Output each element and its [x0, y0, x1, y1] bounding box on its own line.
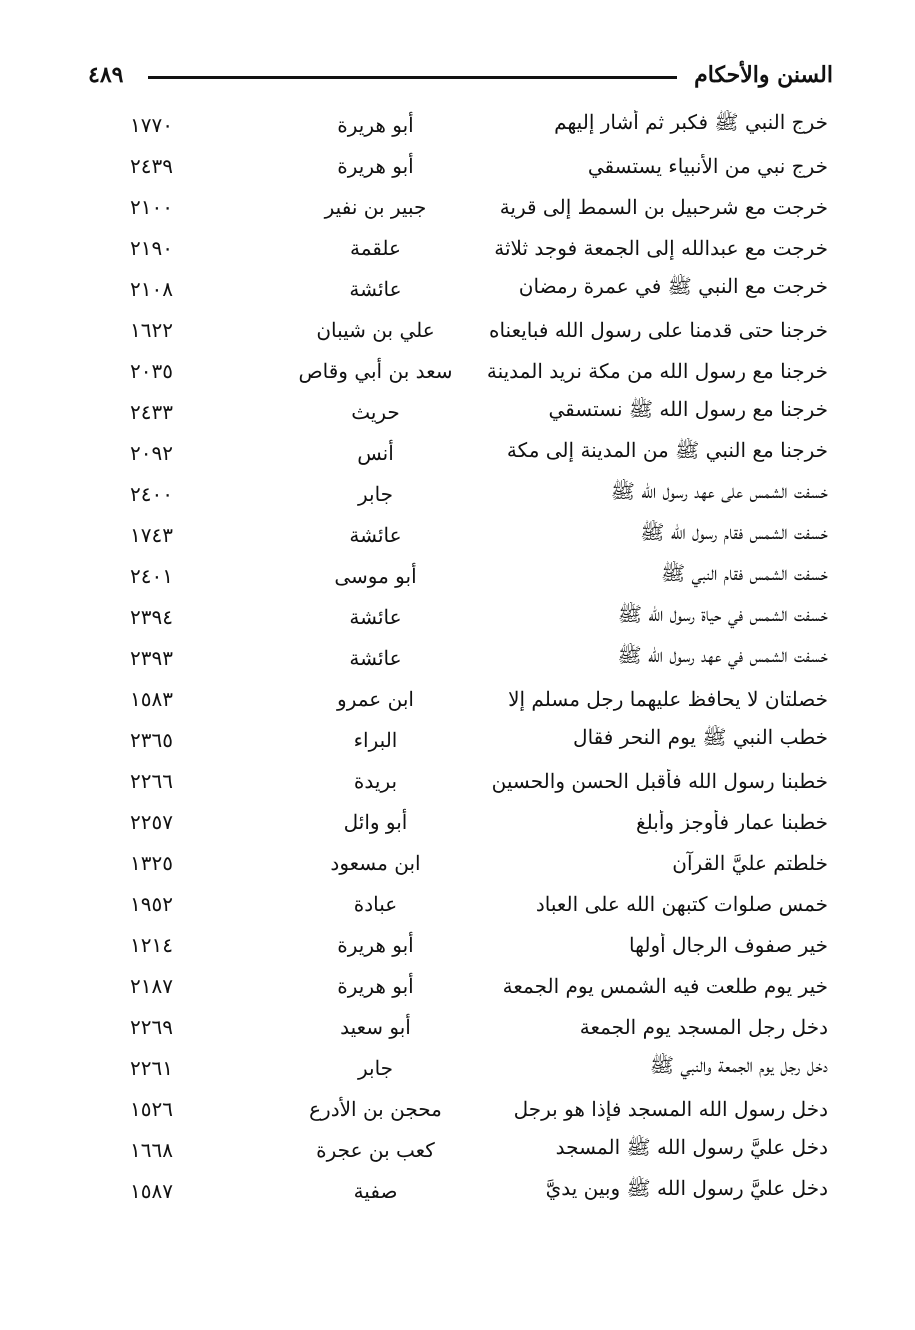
hadith-number: ٢٢٦٩: [130, 1014, 173, 1039]
hadith-number: ٢٣٩٤: [130, 604, 173, 629]
table-row: [118, 186, 828, 227]
hadith-number: ٢١٩٠: [130, 235, 173, 260]
hadith-number: ٢٢٥٧: [130, 809, 173, 834]
narrator-name: أبو هريرة: [337, 112, 414, 137]
hadith-number: ٢٤٣٩: [130, 153, 173, 178]
hadith-number: ٢٤٠١: [130, 563, 173, 588]
table-row: [118, 678, 828, 719]
narrator-name: أبو سعيد: [340, 1014, 411, 1039]
narrator-name: جابر: [357, 1055, 394, 1080]
hadith-number: ٢١٠٨: [130, 276, 173, 301]
narrator-name: عائشة: [349, 645, 402, 670]
hadith-text: خصلتان لا يحافظ عليهما رجل مسلم إلا: [508, 686, 828, 711]
table-row: [118, 596, 828, 637]
hadith-text: خطب النبي ﷺ يوم النحر فقال: [573, 725, 828, 749]
table-row: [118, 391, 828, 432]
narrator-name: عائشة: [349, 276, 402, 301]
hadith-text: خرجنا حتى قدمنا على رسول الله فبايعناه: [488, 317, 828, 342]
hadith-number: ٢٢٦٦: [130, 768, 173, 793]
hadith-number: ٢١٠٠: [130, 194, 173, 219]
table-row: [118, 350, 828, 391]
narrator-name: علي بن شيبان: [316, 317, 435, 342]
table-row: [118, 801, 828, 842]
narrator-name: أبو وائل: [343, 809, 408, 834]
hadith-text: خرجنا مع النبي ﷺ من المدينة إلى مكة: [506, 438, 828, 462]
hadith-text: خمس صلوات كتبهن الله على العباد: [535, 891, 828, 916]
narrator-name: أبو هريرة: [337, 932, 414, 957]
table-row: [118, 883, 828, 924]
narrator-name: حريث: [351, 399, 400, 424]
hadith-text: خرجت مع عبدالله إلى الجمعة فوجد ثلاثة: [494, 235, 828, 260]
table-row: [118, 514, 828, 555]
narrator-name: عائشة: [349, 604, 402, 629]
narrator-name: علقمة: [350, 235, 401, 260]
narrator-name: أبو هريرة: [337, 973, 414, 998]
hadith-number: ٢٢٦١: [130, 1055, 173, 1080]
hadith-number: ٢٣٩٣: [130, 645, 173, 670]
narrator-name: ابن مسعود: [330, 850, 421, 875]
narrator-name: جبير بن نفير: [324, 194, 427, 219]
narrator-name: كعب بن عجرة: [316, 1137, 435, 1162]
hadith-text: خلطتم عليَّ القرآن: [672, 850, 828, 875]
hadith-text: خسفت الشمس فقام رسول الله ﷺ: [640, 520, 828, 544]
narrator-name: سعد بن أبي وقاص: [298, 358, 453, 383]
narrator-name: جابر: [357, 481, 394, 506]
page-header: [88, 58, 833, 98]
table-row: [118, 719, 828, 760]
narrator-name: عبادة: [353, 891, 398, 916]
narrator-name: بريدة: [353, 768, 398, 793]
hadith-text: خسفت الشمس على عهد رسول الله ﷺ: [610, 479, 828, 503]
table-row: [118, 145, 828, 186]
table-row: [118, 227, 828, 268]
hadith-number: ٢١٨٧: [130, 973, 173, 998]
hadith-text: خرجنا مع رسول الله ﷺ نستسقي: [548, 397, 828, 421]
hadith-number: ٢٠٣٥: [130, 358, 173, 383]
page-number: ٤٨٩: [88, 62, 124, 88]
hadith-text: خسفت الشمس في عهد رسول الله ﷺ: [617, 643, 828, 667]
hadith-text: خطبنا رسول الله فأقبل الحسن والحسين: [491, 768, 828, 793]
hadith-text: خرجت مع النبي ﷺ في عمرة رمضان: [518, 274, 828, 298]
hadith-number: ١٥٨٣: [130, 686, 173, 711]
narrator-name: أبو هريرة: [337, 153, 414, 178]
hadith-number: ٢٠٩٢: [130, 440, 173, 465]
hadith-text: خير يوم طلعت فيه الشمس يوم الجمعة: [502, 973, 828, 998]
index-table: [118, 104, 828, 1211]
table-row: [118, 104, 828, 145]
hadith-text: خير صفوف الرجال أولها: [629, 932, 828, 957]
hadith-number: ١٧٧٠: [130, 112, 173, 137]
table-row: [118, 1047, 828, 1088]
narrator-name: محجن بن الأدرع: [309, 1096, 442, 1121]
hadith-text: دخل رجل المسجد يوم الجمعة: [579, 1014, 828, 1039]
narrator-name: عائشة: [349, 522, 402, 547]
hadith-text: خطبنا عمار فأوجز وأبلغ: [635, 809, 828, 834]
hadith-number: ١٩٥٢: [130, 891, 173, 916]
hadith-text: خرج النبي ﷺ فكبر ثم أشار إليهم: [554, 110, 828, 134]
hadith-text: خرجنا مع رسول الله من مكة نريد المدينة: [486, 358, 828, 383]
table-row: [118, 842, 828, 883]
hadith-text: دخل عليَّ رسول الله ﷺ وبين يديَّ: [545, 1176, 828, 1200]
narrator-name: أبو موسى: [334, 563, 417, 588]
table-row: [118, 637, 828, 678]
table-row: [118, 309, 828, 350]
hadith-text: خسفت الشمس فقام النبي ﷺ: [661, 561, 828, 585]
hadith-text: خرج نبي من الأنبياء يستسقي: [587, 153, 828, 178]
hadith-number: ١٢١٤: [130, 932, 173, 957]
table-row: [118, 473, 828, 514]
header-rule: [148, 76, 677, 79]
table-row: [118, 1129, 828, 1170]
hadith-number: ١٧٤٣: [130, 522, 173, 547]
hadith-number: ١٦٢٢: [130, 317, 173, 342]
narrator-name: ابن عمرو: [337, 686, 414, 711]
hadith-number: ١٣٢٥: [130, 850, 173, 875]
table-row: [118, 1006, 828, 1047]
table-row: [118, 924, 828, 965]
hadith-text: خسفت الشمس في حياة رسول الله ﷺ: [617, 602, 828, 626]
narrator-name: أنس: [357, 440, 394, 465]
narrator-name: صفية: [353, 1178, 398, 1203]
hadith-text: دخل عليَّ رسول الله ﷺ المسجد: [555, 1135, 828, 1159]
table-row: [118, 965, 828, 1006]
hadith-number: ٢٤٠٠: [130, 481, 173, 506]
hadith-number: ٢٤٣٣: [130, 399, 173, 424]
page-title: السنن والأحكام: [694, 62, 833, 88]
hadith-text: دخل رسول الله المسجد فإذا هو برجل: [513, 1096, 828, 1121]
table-row: [118, 1088, 828, 1129]
hadith-number: ١٥٢٦: [130, 1096, 173, 1121]
hadith-number: ٢٣٦٥: [130, 727, 173, 752]
table-row: [118, 268, 828, 309]
hadith-text: خرجت مع شرحبيل بن السمط إلى قرية: [499, 194, 828, 219]
hadith-number: ١٦٦٨: [130, 1137, 173, 1162]
hadith-text: دخل رجل يوم الجمعة والنبي ﷺ: [649, 1053, 828, 1077]
table-row: [118, 432, 828, 473]
narrator-name: البراء: [353, 727, 398, 752]
table-row: [118, 1170, 828, 1211]
table-row: [118, 555, 828, 596]
hadith-number: ١٥٨٧: [130, 1178, 173, 1203]
table-row: [118, 760, 828, 801]
